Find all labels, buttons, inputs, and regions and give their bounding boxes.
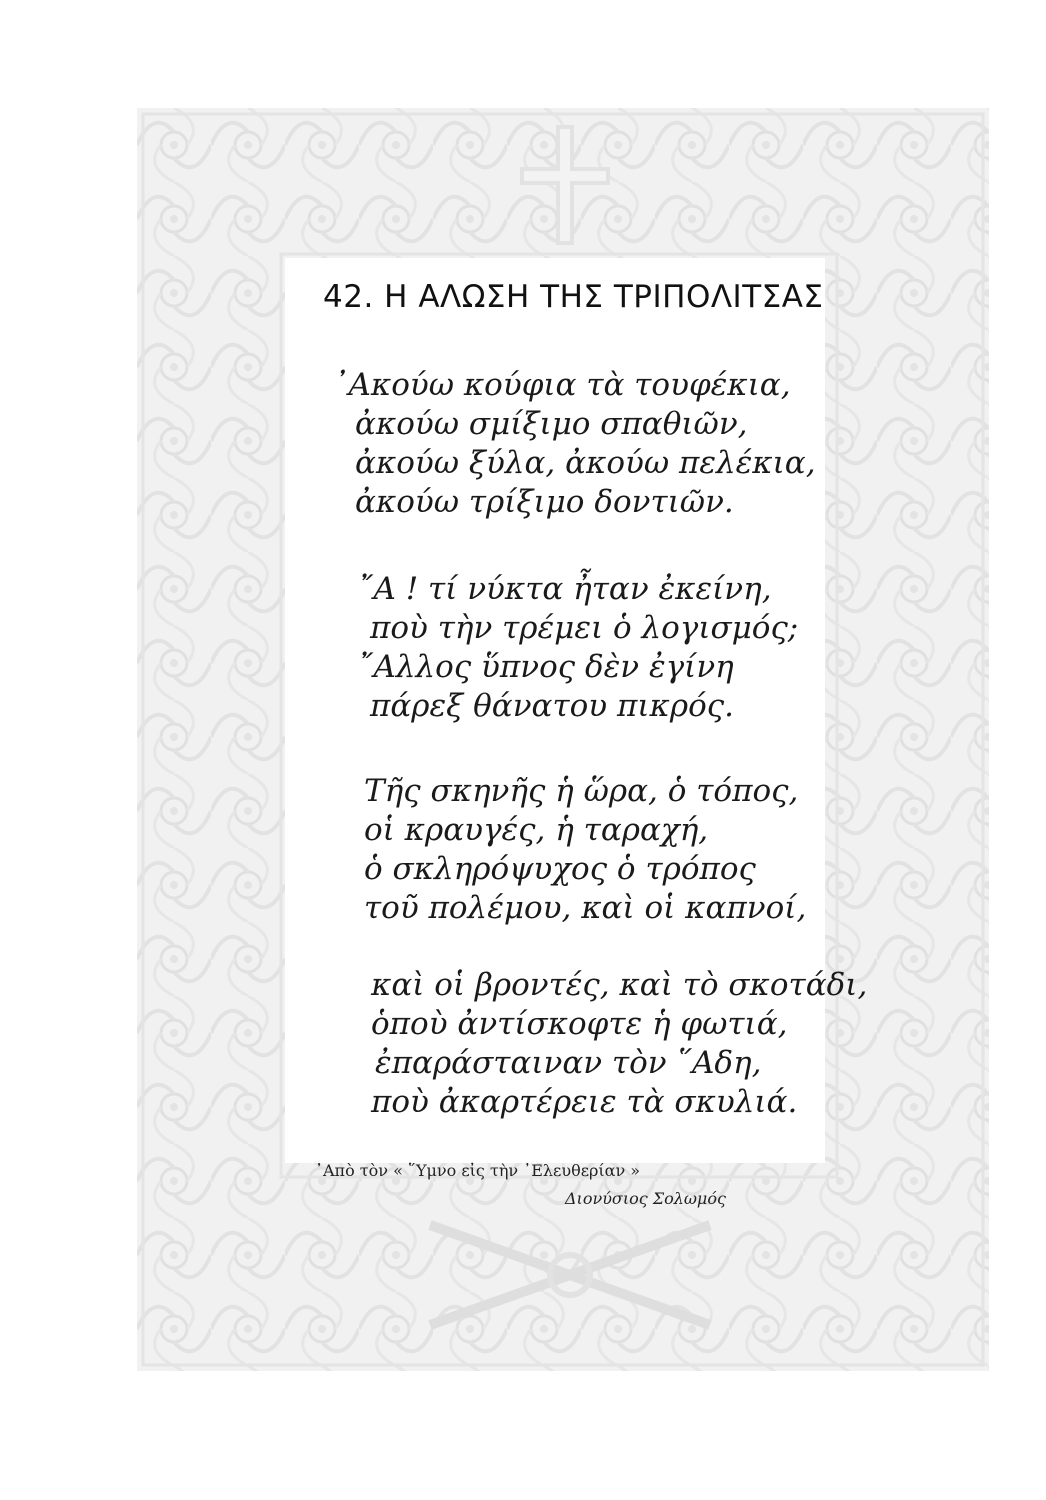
stanza-2: [358, 570, 798, 726]
poem-line: ὁ σκληρόψυχος ὁ τρόπος: [364, 851, 756, 887]
poem-line: Τῆς σκηνῆς ἡ ὥρα, ὁ τόπος,: [364, 773, 799, 809]
author-name: Διονύσιος Σολωμός: [565, 1189, 726, 1208]
poem-title: 42. Η ΑΛΩΣΗ ΤΗΣ ΤΡΙΠΟΛΙΤΣΑΣ: [323, 279, 824, 315]
poem-line: ῎Αλλος ὕπνος δὲν ἐγίνη: [358, 649, 734, 685]
stanza-4: [371, 966, 867, 1122]
poem-line: ἀκούω σμίξιμο σπαθιῶν,: [355, 406, 748, 442]
cross-icon: [520, 125, 610, 245]
stanza-3: [364, 772, 806, 928]
poem-line: ποὺ τὴν τρέμει ὁ λογισμός;: [370, 610, 799, 646]
poem-line: ἀκούω ξύλα, ἀκούω πελέκια,: [355, 445, 816, 481]
poem-line: ᾿Ακούω κούφια τὰ τουφέκια,: [333, 367, 791, 403]
poem-line: πάρεξ θάνατου πικρός.: [370, 688, 734, 724]
poem-line: ποὺ ἀκαρτέρειε τὰ σκυλιά.: [371, 1084, 798, 1120]
stanza-1: [333, 366, 816, 522]
poem-line: ἐπαράσταιναν τὸν ῞Αδη,: [375, 1045, 762, 1081]
poem-line: τοῦ πολέμου, καὶ οἱ καπνοί,: [364, 890, 807, 926]
poem-line: οἱ κραυγές, ἡ ταραχή,: [364, 812, 709, 848]
poem-line: καὶ οἱ βροντές, καὶ τὸ σκοτάδι,: [371, 967, 868, 1003]
crossed-swords-icon: [420, 1205, 720, 1345]
source-citation: ᾿Απὸ τὸν « ῞Υμνο εἰς τὴν ᾿Ελευθερίαν »: [315, 1161, 641, 1180]
poem-line: ῎Α ! τί νύκτα ἦταν ἐκείνη,: [358, 571, 772, 607]
poem-line: ὁποὺ ἀντίσκοφτε ἡ φωτιά,: [371, 1006, 788, 1042]
poem-line: ἀκούω τρίξιμο δοντιῶν.: [355, 484, 734, 520]
